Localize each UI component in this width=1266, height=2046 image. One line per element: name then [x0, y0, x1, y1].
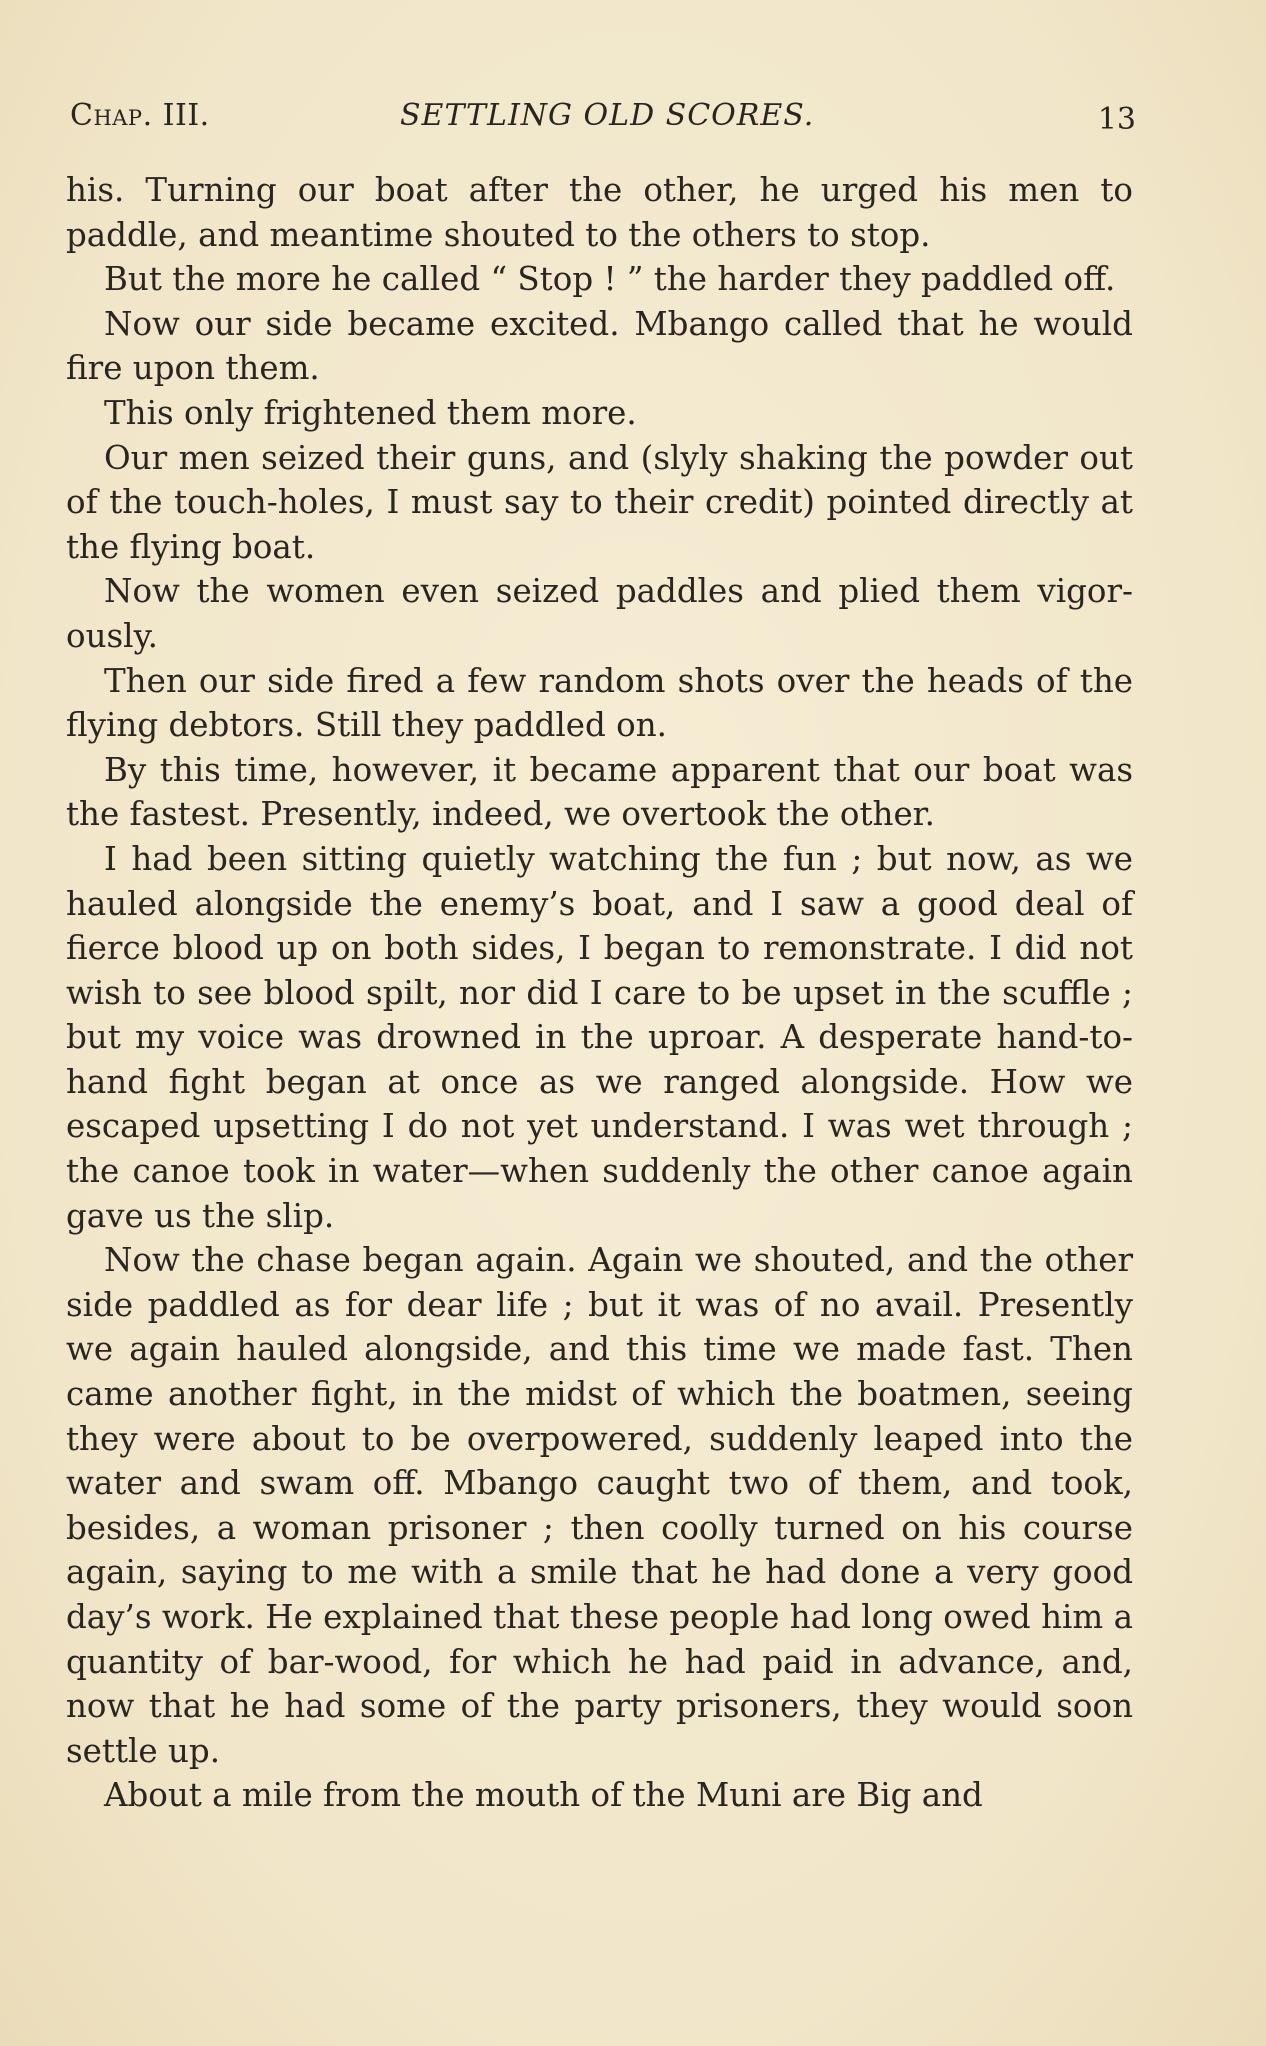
page-header [70, 98, 1136, 138]
paragraph: Now the women even seized paddles and plied them vigorously. [66, 572, 1133, 655]
paragraph: This only frightened them more. [104, 393, 637, 432]
paragraph: Now the chase began again. Again we shouted, and the other side paddled as for dear life ; but it was of no avail. Presently we again hauled alongside, and this time we made fast. Then came another fight, in the midst of which the boatmen, seeing they were about to be overpowered, suddenly leaped into the water and swam off. Mbango caught two of them, and took, besides, a woman prisoner ; then coolly turned on his course again, saying to me with a smile that he had done a very good day’s work. He explained that these people had long owed him a quantity of bar-wood, for which he had paid in advance, and, now that he had some of the party prisoners, they would soon settle up. [66, 1241, 1133, 1770]
paragraph: But the more he called “ Stop ! ” the harder they paddled off. [104, 260, 1116, 299]
chapter-label: Chap. III. [70, 98, 210, 133]
paragraph: Our men seized their guns, and (slyly shaking the powder out of the touch-holes, I must say to their credit) pointed directly at the flying boat. [66, 438, 1133, 566]
paragraph: I had been sitting quietly watching the fun ; but now, as we hauled alongside the enemy’s boat, and I saw a good deal of fierce blood up on both sides, I began to remonstrate. I did not wish to see blood spilt, nor did I care to be upset in the scuffle ; but my voice was drowned in the uproar. A desperate hand-to-hand fight began at once as we ranged alongside. How we escaped upsetting I do not yet understand. I was wet through ; the canoe took in water—when suddenly the other canoe again gave us the slip. [66, 839, 1133, 1235]
paragraph: About a mile from the mouth of the Muni are Big and [104, 1776, 983, 1815]
running-title: SETTLING OLD SCORES. [400, 98, 815, 133]
paragraph: Then our side fired a few random shots over the heads of the flying debtors. Still they paddled on. [66, 661, 1133, 745]
body-text [66, 168, 1133, 1818]
paragraph: his. Turning our boat after the other, he urged his men to paddle, and meantime shouted to the others to stop. [66, 171, 1133, 254]
paragraph: Now our side became excited. Mbango called that he would fire upon them. [66, 304, 1133, 388]
paragraph: By this time, however, it became apparent that our boat was the fastest. Presently, indeed, we overtook the other. [66, 750, 1133, 834]
page-number: 13 [1097, 102, 1136, 137]
